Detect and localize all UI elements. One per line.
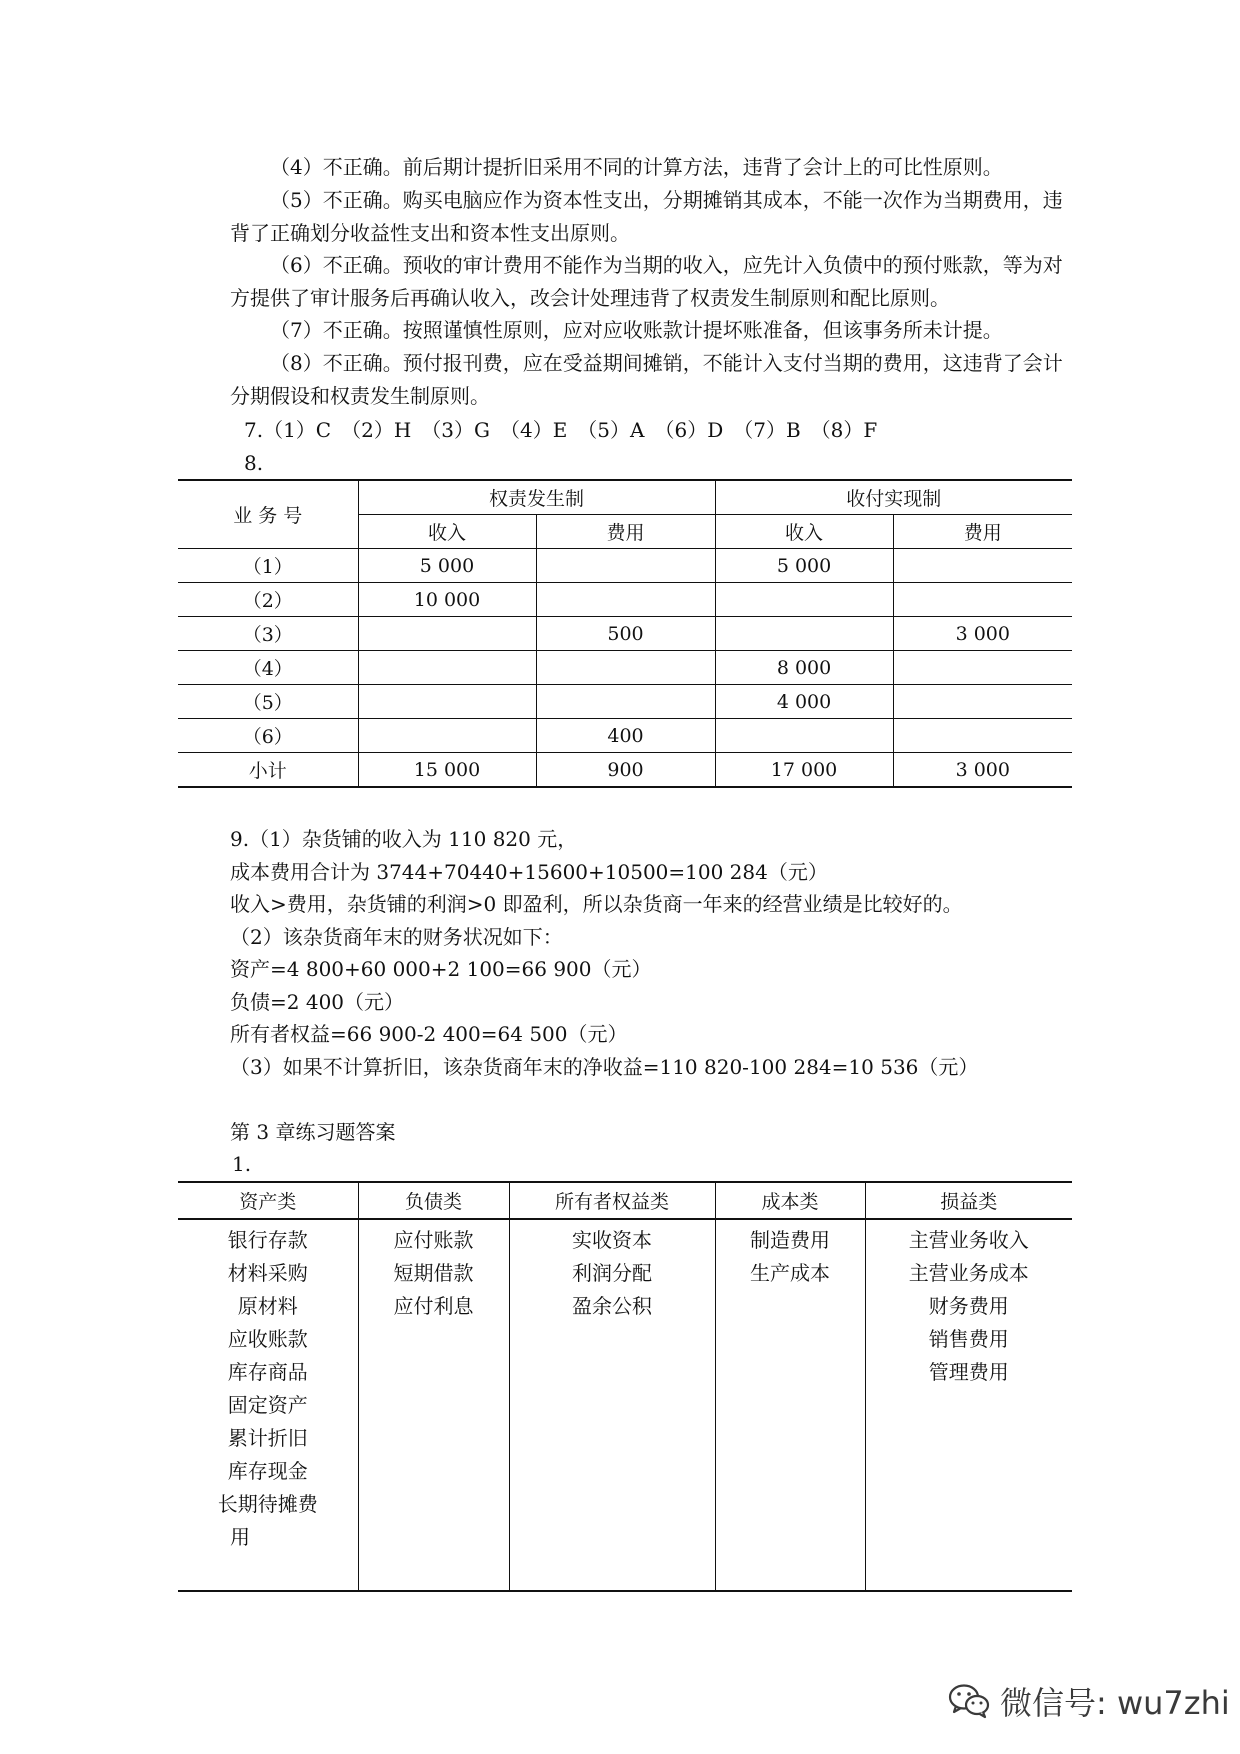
- answer-9-line-2: 成本费用合计为 3744+70440+15600+10500=100 284（元）: [230, 860, 828, 884]
- list-item: 盈余公积: [572, 1294, 652, 1318]
- row-id: 小计: [178, 753, 358, 788]
- accrual-expense: 500: [536, 617, 715, 651]
- row-id: （6）: [178, 719, 358, 753]
- table-row-subtotal: [178, 753, 1072, 788]
- list-item: 利润分配: [572, 1261, 652, 1285]
- list-item: 销售费用: [928, 1327, 1009, 1351]
- row-id: （5）: [178, 685, 358, 719]
- list-item: 实收资本: [572, 1228, 652, 1252]
- table-row: [178, 617, 1072, 651]
- answer-8-label: 8.: [244, 451, 264, 475]
- list-item: 短期借款: [393, 1261, 474, 1285]
- table-row: [178, 651, 1072, 685]
- liabilities-column: [358, 1219, 509, 1591]
- list-item: 生产成本: [750, 1261, 830, 1285]
- answer-9-line-7: 所有者权益=66 900-2 400=64 500（元）: [230, 1022, 628, 1046]
- header-accrual-income: 收入: [358, 515, 536, 549]
- accrual-income: 5 000: [358, 549, 536, 583]
- accrual-income: 15 000: [358, 753, 536, 788]
- answer-9-line-3: 收入>费用，杂货铺的利润>0 即盈利，所以杂货商一年来的经营业绩是比较好的。: [230, 892, 963, 916]
- header-assets: 资产类: [178, 1182, 358, 1219]
- cash-expense: [893, 583, 1072, 617]
- list-item: 管理费用: [928, 1360, 1009, 1384]
- accrual-income: [358, 617, 536, 651]
- cash-expense: [893, 685, 1072, 719]
- table-accrual-vs-cash: [178, 479, 1072, 788]
- list-item: 银行存款: [227, 1228, 308, 1252]
- answer-9-line-8: （3）如果不计算折旧，该杂货商年末的净收益=110 820-100 284=10 536（元）: [230, 1055, 979, 1079]
- cash-expense: [893, 549, 1072, 583]
- answer-6-5: （5）不正确。购买电脑应作为资本性支出，分期摊销其成本，不能一次作为当期费用，违背了正确划分收益性支出和资本性支出原则。: [230, 188, 1063, 245]
- wechat-watermark: [948, 1676, 1230, 1726]
- list-item: 主营业务成本: [908, 1261, 1029, 1285]
- list-item: 累计折旧: [227, 1426, 308, 1450]
- list-item: 制造费用: [750, 1228, 830, 1252]
- cash-expense: [893, 719, 1072, 753]
- header-accrual-basis: 权责发生制: [358, 480, 715, 515]
- cash-expense: 3 000: [893, 753, 1072, 788]
- answer-9-line-6: 负债=2 400（元）: [230, 990, 405, 1014]
- list-item: 库存商品: [227, 1360, 308, 1384]
- accrual-expense: 400: [536, 719, 715, 753]
- cash-expense: 3 000: [893, 617, 1072, 651]
- list-item: 应付账款: [393, 1228, 474, 1252]
- list-item: 材料采购: [227, 1261, 308, 1285]
- header-equity: 所有者权益类: [509, 1182, 715, 1219]
- header-profit-loss: 损益类: [865, 1182, 1072, 1219]
- list-item: 主营业务收入: [908, 1228, 1029, 1252]
- assets-column: [178, 1219, 358, 1591]
- header-costs: 成本类: [715, 1182, 865, 1219]
- header-cash-expense: 费用: [893, 515, 1072, 549]
- accrual-expense: [536, 651, 715, 685]
- list-item: 库存现金: [227, 1459, 308, 1483]
- cash-income: 5 000: [715, 549, 893, 583]
- table-account-categories: [178, 1181, 1072, 1592]
- answer-9-line-1: 9.（1）杂货铺的收入为 110 820 元，: [230, 827, 578, 851]
- header-business-no: 业 务 号: [178, 480, 358, 549]
- header-cash-basis: 收付实现制: [715, 480, 1072, 515]
- row-id: （4）: [178, 651, 358, 685]
- list-item: 固定资产: [227, 1393, 308, 1417]
- table-row: [178, 685, 1072, 719]
- accrual-income: [358, 685, 536, 719]
- table-row: [178, 719, 1072, 753]
- answer-9-line-5: 资产=4 800+60 000+2 100=66 900（元）: [230, 957, 652, 981]
- accrual-expense: [536, 685, 715, 719]
- row-id: （3）: [178, 617, 358, 651]
- cash-income: 8 000: [715, 651, 893, 685]
- accrual-income: 10 000: [358, 583, 536, 617]
- list-item: 应收账款: [227, 1327, 308, 1351]
- equity-column: [509, 1219, 715, 1591]
- accrual-income: [358, 719, 536, 753]
- answer-6-6: （6）不正确。预收的审计费用不能作为当期的收入，应先计入负债中的预付账款，等为对方提供了审计服务后再确认收入，改会计处理违背了权责发生制原则和配比原则。: [230, 253, 1063, 310]
- profit-loss-column: [865, 1219, 1072, 1591]
- answer-6-7: （7）不正确。按照谨慎性原则，应对应收账款计提坏账准备，但该事务所未计提。: [270, 318, 1003, 342]
- table-row: [178, 549, 1072, 583]
- cash-income: [715, 583, 893, 617]
- answer-9-line-4: （2）该杂货商年末的财务状况如下：: [230, 925, 563, 949]
- table-row: [178, 583, 1072, 617]
- chapter-3-q1-label: 1.: [232, 1152, 252, 1176]
- header-cash-income: 收入: [715, 515, 893, 549]
- header-accrual-expense: 费用: [536, 515, 715, 549]
- cash-income: [715, 617, 893, 651]
- watermark-text: 微信号: wu7zhi: [1000, 1684, 1230, 1722]
- chapter-3-title: 第 3 章练习题答案: [230, 1120, 396, 1144]
- cash-income: 17 000: [715, 753, 893, 788]
- header-liabilities: 负债类: [358, 1182, 509, 1219]
- cash-income: 4 000: [715, 685, 893, 719]
- accrual-expense: [536, 549, 715, 583]
- wechat-icon: [948, 1683, 990, 1719]
- cash-income: [715, 719, 893, 753]
- row-id: （1）: [178, 549, 358, 583]
- costs-column: [715, 1219, 865, 1591]
- list-item: 长期待摊费: [217, 1492, 318, 1516]
- cash-expense: [893, 651, 1072, 685]
- accrual-income: [358, 651, 536, 685]
- list-item: 财务费用: [928, 1294, 1009, 1318]
- list-item: 用: [230, 1525, 250, 1549]
- accrual-expense: 900: [536, 753, 715, 788]
- accrual-expense: [536, 583, 715, 617]
- answer-7: 7.（1）C （2）H （3）G （4）E （5）A （6）D （7）B （8）F: [244, 418, 878, 442]
- answer-6-4: （4）不正确。前后期计提折旧采用不同的计算方法，违背了会计上的可比性原则。: [270, 155, 1003, 179]
- list-item: 原材料: [237, 1294, 298, 1318]
- answer-6-8: （8）不正确。预付报刊费，应在受益期间摊销，不能计入支付当期的费用，这违背了会计分期假设和权责发生制原则。: [230, 351, 1063, 408]
- row-id: （2）: [178, 583, 358, 617]
- list-item: 应付利息: [393, 1294, 474, 1318]
